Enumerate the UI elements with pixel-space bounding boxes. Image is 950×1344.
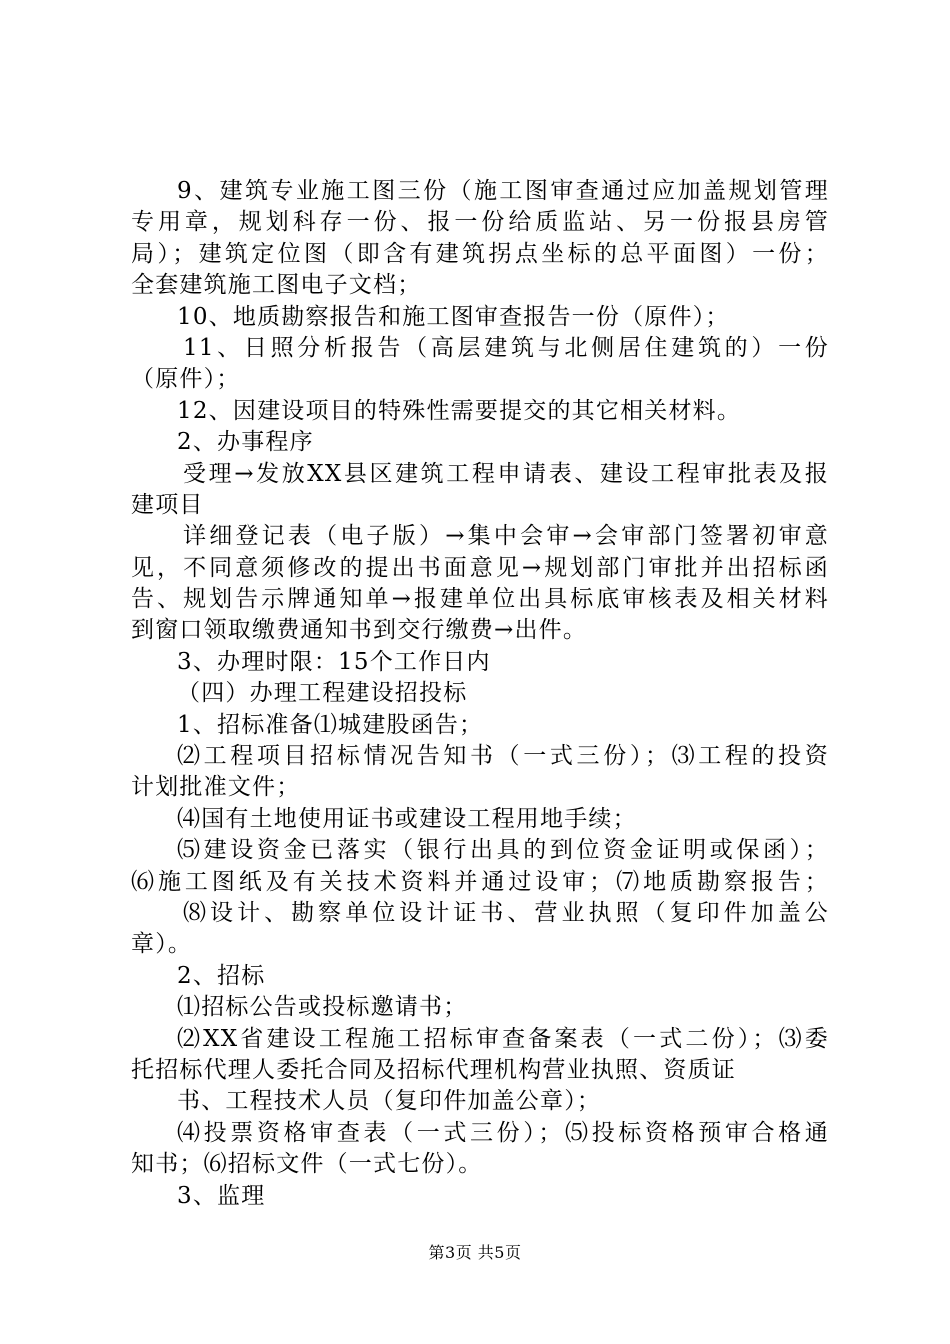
text-line: 受理→发放XX县区建筑工程申请表、建设工程审批表及报	[183, 460, 829, 487]
text-line: 2、办事程序	[177, 429, 314, 456]
text-line: 章）。	[131, 931, 193, 958]
text-line: 11、日照分析报告（高层建筑与北侧居住建筑的）一份	[183, 334, 829, 361]
text-line: ⑷国有土地使用证书或建设工程用地手续；	[177, 805, 637, 832]
text-line: ⑴招标公告或投标邀请书；	[177, 994, 468, 1021]
section-heading: （四）办理工程建设招投标	[177, 680, 468, 707]
text-line: 建项目	[131, 491, 204, 518]
document-body	[131, 176, 829, 1212]
text-line: 计划批准文件；	[131, 774, 301, 801]
text-line: 到窗口领取缴费通知书到交行缴费→出件。	[131, 617, 588, 644]
text-line: 3、监理	[177, 1182, 266, 1209]
text-line: 知书；⑹招标文件（一式七份）。	[131, 1151, 483, 1178]
text-line: ⑹施工图纸及有关技术资料并通过设审；⑺地质勘察报告；	[131, 868, 829, 895]
text-line: 2、招标	[177, 962, 266, 989]
text-line: 专用章，规划科存一份、报一份给质监站、另一份报县房管	[131, 209, 829, 236]
text-line: 见，不同意须修改的提出书面意见→规划部门审批并出招标函	[131, 554, 829, 581]
text-line: （原件）；	[131, 366, 241, 393]
text-line: 1、招标准备⑴城建股函告；	[177, 711, 484, 738]
text-line: 3、办理时限：15个工作日内	[177, 648, 491, 675]
text-line: 告、规划告示牌通知单→报建单位出具标底审核表及相关材料	[131, 586, 829, 613]
text-line: 9、建筑专业施工图三份（施工图审查通过应加盖规划管理	[177, 178, 829, 204]
text-line: 10、地质勘察报告和施工图审查报告一份（原件）；	[177, 303, 730, 330]
text-line: 12、因建设项目的特殊性需要提交的其它相关材料。	[177, 397, 742, 424]
text-line: ⑷投票资格审查表（一式三份）；⑸投标资格预审合格通	[177, 1119, 829, 1146]
text-line: 托招标代理人委托合同及招标代理机构营业执照、资质证	[131, 1056, 736, 1083]
text-line: ⑵工程项目招标情况告知书（一式三份）；⑶工程的投资	[177, 743, 829, 770]
text-line: 书、工程技术人员（复印件加盖公章）；	[177, 1088, 602, 1115]
text-line: 全套建筑施工图电子文档；	[131, 272, 422, 299]
page-number-footer: 第3页 共5页	[428, 1243, 522, 1262]
text-line: ⑵XX省建设工程施工招标审查备案表（一式二份）；⑶委	[177, 1025, 829, 1052]
text-line: ⑸建设资金已落实（银行出具的到位资金证明或保函）；	[177, 837, 829, 864]
text-line: ⑻设计、勘察单位设计证书、营业执照（复印件加盖公	[183, 899, 829, 926]
text-line: 局）；建筑定位图（即含有建筑拐点坐标的总平面图）一份；	[131, 240, 829, 267]
text-line: 详细登记表（电子版）→集中会审→会审部门签署初审意	[183, 523, 829, 550]
